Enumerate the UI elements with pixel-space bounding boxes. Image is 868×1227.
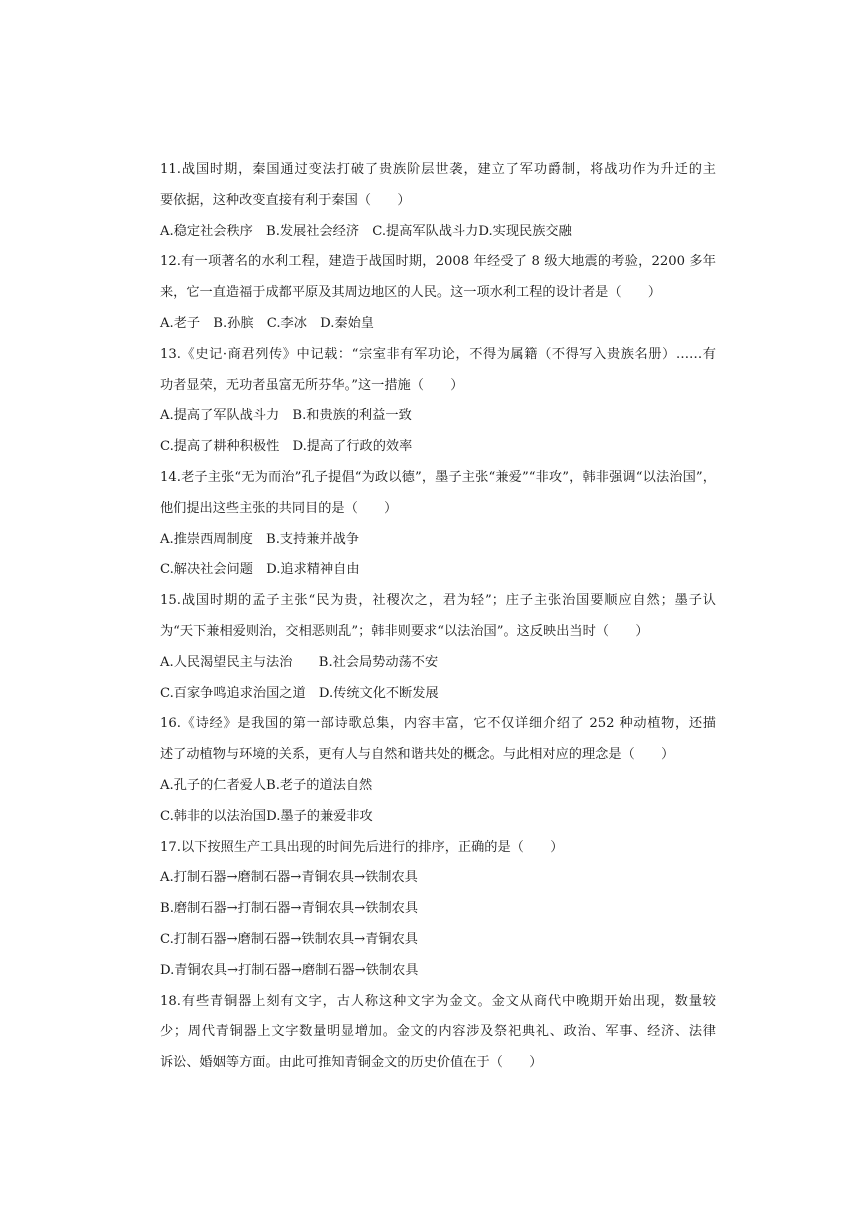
question-stem-line: 14.老子主张“无为而治”孔子提倡“为政以德”，墨子主张“兼爱”“非攻”，韩非强调“以法治国”， xyxy=(160,469,716,485)
question-stem-line: 他们提出这些主张的共同目的是（ ） xyxy=(160,500,398,516)
question-16 xyxy=(160,709,716,832)
question-14 xyxy=(160,463,716,586)
question-stem-line: 16.《诗经》是我国的第一部诗歌总集，内容丰富，它不仅详细介绍了 252 种动植物，还描 xyxy=(160,716,716,732)
question-18 xyxy=(160,987,716,1079)
question-stem-line: 18.有些青铜器上刻有文字，古人称这种文字为金文。金文从商代中晚期开始出现，数量较 xyxy=(160,993,716,1009)
question-stem-line: 17.以下按照生产工具出现的时间先后进行的排序，正确的是（ ） xyxy=(160,839,564,855)
option-line: A.老子 B.孙膑 C.李冰 D.秦始皇 xyxy=(160,315,374,331)
question-stem-line: 13.《史记·商君列传》中记载：“宗室非有军功论，不得为属籍（不得写入贵族名册）……有 xyxy=(160,346,716,362)
option-line: A.提高了军队战斗力 B.和贵族的利益一致 xyxy=(160,408,412,424)
option-line: A.推崇西周制度 B.支持兼并战争 xyxy=(160,531,360,547)
question-13 xyxy=(160,340,716,463)
question-list xyxy=(160,155,716,1079)
option-line: C.韩非的以法治国D.墨子的兼爱非攻 xyxy=(160,808,373,824)
question-17 xyxy=(160,833,716,987)
option-line: C.解决社会问题 D.追求精神自由 xyxy=(160,562,360,578)
question-11 xyxy=(160,155,716,247)
question-stem-line: 来，它一直造福于成都平原及其周边地区的人民。这一项水利工程的设计者是（ ） xyxy=(160,285,662,301)
question-stem-line: 功者显荣，无功者虽富无所芬华。”这一措施（ ） xyxy=(160,377,464,393)
option-line: D.青铜农具→打制石器→磨制石器→铁制农具 xyxy=(160,962,419,978)
question-stem-line: 15.战国时期的孟子主张“民为贵，社稷次之，君为轻”；庄子主张治国要顺应自然；墨子认 xyxy=(160,593,716,609)
option-line: A.稳定社会秩序 B.发展社会经济 C.提高军队战斗力D.实现民族交融 xyxy=(160,223,572,239)
option-line: C.提高了耕种积极性 D.提高了行政的效率 xyxy=(160,439,413,455)
question-stem-line: 12.有一项著名的水利工程，建造于战国时期，2008 年经受了 8 级大地震的考验，2200 多年 xyxy=(160,254,716,270)
option-line: A.打制石器→磨制石器→青铜农具→铁制农具 xyxy=(160,870,418,886)
question-stem-line: 为“天下兼相爱则治，交相恶则乱”；韩非则要求“以法治国”。这反映出当时（ ） xyxy=(160,623,649,639)
question-stem-line: 诉讼、婚姻等方面。由此可推知青铜金文的历史价值在于（ ） xyxy=(160,1055,543,1071)
question-stem-line: 少；周代青铜器上文字数量明显增加。金文的内容涉及祭祀典礼、政治、军事、经济、法律 xyxy=(160,1024,716,1040)
question-stem-line: 要依据，这种改变直接有利于秦国（ ） xyxy=(160,192,411,208)
option-line: C.百家争鸣追求治国之道 D.传统文化不断发展 xyxy=(160,685,439,701)
option-line: A.孔子的仁者爱人B.老子的道法自然 xyxy=(160,777,373,793)
question-stem-line: 述了动植物与环境的关系，更有人与自然和谐共处的概念。与此相对应的理念是（ ） xyxy=(160,747,675,763)
option-line: B.磨制石器→打制石器→青铜农具→铁制农具 xyxy=(160,901,419,917)
question-15 xyxy=(160,586,716,709)
option-line: C.打制石器→磨制石器→铁制农具→青铜农具 xyxy=(160,931,418,947)
option-line: A.人民渴望民主与法治 B.社会局势动荡不安 xyxy=(160,654,439,670)
question-stem-line: 11.战国时期，秦国通过变法打破了贵族阶层世袭，建立了军功爵制，将战功作为升迁的主 xyxy=(160,162,716,177)
question-12 xyxy=(160,247,716,339)
